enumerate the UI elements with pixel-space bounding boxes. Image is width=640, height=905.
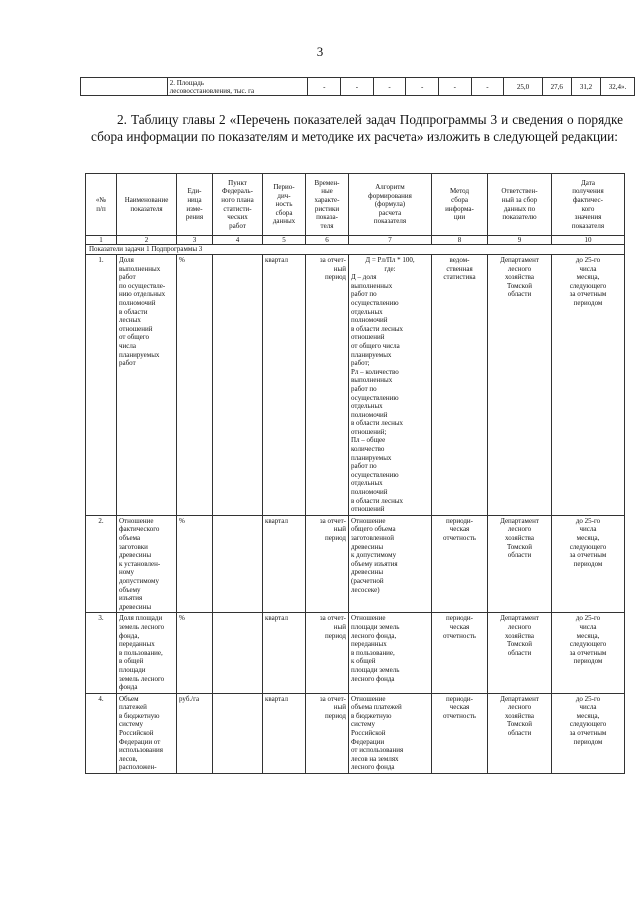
cell-line: общего объема bbox=[351, 525, 396, 534]
cell-line: древесины bbox=[351, 568, 384, 577]
cell-line: в общей bbox=[119, 657, 144, 666]
cell-line: лесного фонда, bbox=[351, 631, 397, 640]
cell-line: нию отдельных bbox=[119, 290, 166, 299]
cell-line: в области bbox=[119, 307, 148, 316]
cell-line: до 25-го bbox=[575, 614, 601, 623]
cell-line: кого bbox=[581, 204, 595, 213]
header-cell bbox=[213, 174, 263, 236]
cell-line: лесного bbox=[507, 264, 532, 273]
cell-line: ность bbox=[275, 200, 293, 209]
cell-line: объему изъятия bbox=[351, 559, 398, 568]
column-number: 4 bbox=[213, 236, 263, 245]
cell-line: использования bbox=[119, 746, 163, 755]
row-number: 3. bbox=[86, 613, 117, 693]
statistical-plan-item bbox=[213, 515, 263, 613]
cell-line: в бюджетную bbox=[351, 711, 392, 720]
cell-line: получения bbox=[572, 187, 604, 196]
cell-line: отдельных bbox=[351, 402, 383, 411]
cell-line: числа bbox=[579, 525, 597, 534]
cell-line: Перио- bbox=[273, 183, 295, 192]
cell-line: Доля bbox=[119, 256, 134, 264]
cell-line: отчетность bbox=[443, 711, 476, 720]
cell-line: переданных bbox=[119, 640, 155, 649]
cell-line: Федерации bbox=[351, 737, 385, 746]
top-cell: - bbox=[341, 78, 374, 96]
cell-line: работ по bbox=[351, 384, 377, 393]
cell-line: отчетность bbox=[443, 534, 476, 542]
cell-line: показателя bbox=[571, 221, 605, 230]
cell-line: Департамент bbox=[500, 694, 539, 703]
column-number: 8 bbox=[432, 236, 488, 245]
time-characteristic bbox=[306, 693, 349, 773]
cell-line: Ответствен- bbox=[501, 187, 538, 196]
cell-line: до 25-го bbox=[575, 516, 601, 525]
collection-period: квартал bbox=[263, 255, 306, 516]
cell-line: Томской bbox=[507, 281, 532, 290]
cell-line: планируемых bbox=[351, 350, 392, 359]
cell-line: в области лесных bbox=[351, 419, 404, 428]
cell-line: планируемых bbox=[351, 453, 392, 462]
collection-period: квартал bbox=[263, 693, 306, 773]
cell-line: ристики bbox=[314, 204, 340, 213]
cell-line: Наименование bbox=[124, 195, 169, 204]
cell-line: числа bbox=[579, 264, 597, 273]
cell-line: Томской bbox=[507, 720, 532, 729]
cell-line: за отчетным bbox=[569, 551, 607, 560]
cell-line: Российской bbox=[119, 729, 154, 738]
column-number: 9 bbox=[488, 236, 552, 245]
cell-line: Отношение bbox=[119, 516, 154, 525]
cell-line: Отношение bbox=[351, 694, 386, 703]
fact-value-date bbox=[552, 693, 625, 773]
cell-line: Томской bbox=[507, 640, 532, 649]
cell-line: Отношение bbox=[351, 516, 386, 525]
cell-line: следующего bbox=[569, 542, 607, 551]
cell-line: сбора bbox=[451, 195, 468, 204]
cell-line: площади земель bbox=[351, 622, 400, 631]
statistical-plan-item bbox=[213, 613, 263, 693]
calculation-algorithm bbox=[349, 255, 432, 516]
cell-line: за отчетным bbox=[569, 729, 607, 738]
cell-line: данных bbox=[272, 217, 296, 226]
cell-line: периодом bbox=[573, 657, 603, 666]
time-characteristic bbox=[306, 515, 349, 613]
header-cell bbox=[306, 174, 349, 236]
cell-line: области bbox=[507, 648, 532, 657]
cell-line: ный bbox=[333, 525, 346, 534]
cell-line: следующего bbox=[569, 720, 607, 729]
column-number: 5 bbox=[263, 236, 306, 245]
collection-method bbox=[432, 613, 488, 693]
header-cell bbox=[177, 174, 213, 236]
cell-line: Д – доля bbox=[351, 273, 377, 282]
top-cell: - bbox=[373, 78, 406, 96]
unit: % bbox=[177, 515, 213, 613]
formula-line: Д = Рл/Пл * 100, bbox=[365, 256, 415, 264]
cell-line: в пользование, bbox=[119, 648, 163, 657]
cell-line: Метод bbox=[449, 187, 470, 196]
time-characteristic bbox=[306, 613, 349, 693]
cell-line: осуществлению bbox=[351, 470, 399, 479]
section-row bbox=[86, 245, 625, 255]
top-cell: 27,6 bbox=[542, 78, 571, 96]
cell-line: работ bbox=[229, 221, 246, 230]
cell-line: отношений bbox=[351, 333, 385, 342]
cell-line: фактического bbox=[119, 525, 160, 534]
cell-line: информа- bbox=[445, 204, 474, 213]
cell-line: за отчет- bbox=[319, 516, 346, 525]
cell-line: за отчетным bbox=[569, 290, 607, 299]
cell-line: за отчет- bbox=[319, 694, 346, 703]
header-cell bbox=[488, 174, 552, 236]
cell-line: выполненных bbox=[351, 281, 393, 290]
cell-line: изме- bbox=[186, 204, 203, 213]
cell-line: объема платежей bbox=[351, 703, 402, 712]
cell-line: лесов, bbox=[119, 754, 138, 763]
cell-line: площади земель bbox=[351, 665, 400, 674]
cell-line: Доля площади bbox=[119, 614, 163, 623]
cell-line: числа bbox=[119, 341, 136, 350]
cell-line: следующего bbox=[569, 281, 607, 290]
cell-line: Алгоритм bbox=[375, 183, 405, 192]
cell-line: хозяйства bbox=[505, 273, 534, 282]
cell-line: Рл – количество bbox=[351, 367, 399, 376]
cell-line: (расчетной bbox=[351, 576, 384, 585]
cell-line: период bbox=[325, 711, 346, 720]
cell-line: от общего bbox=[119, 333, 149, 342]
cell-line: лесосеке) bbox=[351, 585, 380, 594]
cell-line: ственная bbox=[446, 264, 473, 273]
cell-line: от использования bbox=[351, 746, 404, 755]
responsible-party bbox=[488, 515, 552, 613]
cell-line: до 25-го bbox=[575, 694, 601, 703]
cell-line: площади bbox=[119, 665, 146, 674]
top-cell: - bbox=[406, 78, 439, 96]
fact-value-date bbox=[552, 255, 625, 516]
cell-line: расчета bbox=[378, 208, 402, 217]
calculation-algorithm bbox=[349, 693, 432, 773]
cell-line: выполненных bbox=[351, 376, 393, 385]
cell-line: заготовки bbox=[119, 542, 148, 551]
cell-line: полномочий bbox=[119, 298, 156, 307]
cell-line: за отчетным bbox=[569, 648, 607, 657]
cell-line: полномочий bbox=[351, 410, 388, 419]
cell-line: числа bbox=[579, 622, 597, 631]
top-cell: - bbox=[471, 78, 504, 96]
cell-line: месяца, bbox=[576, 711, 600, 720]
cell-line: планируемых bbox=[119, 350, 160, 359]
cell-line: Департамент bbox=[500, 256, 539, 264]
cell-line: периоди- bbox=[445, 614, 474, 623]
cell-line: земель лесного bbox=[119, 674, 165, 683]
cell-line: показателя bbox=[130, 204, 163, 213]
body-paragraph: 2. Таблицу главы 2 «Перечень показателей задач Подпрограммы 3 и сведения о порядке сбора информации по показателям и методике их расчета» изложить в следующей редакции: bbox=[91, 112, 623, 144]
statistical-plan-item bbox=[213, 255, 263, 516]
column-number: 10 bbox=[552, 236, 625, 245]
cell-line: фактичес- bbox=[573, 195, 603, 204]
header-cell bbox=[117, 174, 177, 236]
cell-line: период bbox=[325, 631, 346, 640]
cell-line: данных по bbox=[503, 204, 536, 213]
cell-line: теля bbox=[320, 221, 334, 230]
cell-line: периодом bbox=[573, 298, 603, 307]
cell-line: ный bbox=[333, 703, 346, 712]
statistical-plan-item bbox=[213, 693, 263, 773]
cell-line: Томской bbox=[507, 542, 532, 551]
table-body bbox=[86, 174, 625, 774]
cell-line: Отношение bbox=[351, 614, 386, 623]
cell-line: фонда bbox=[119, 683, 138, 692]
cell-line: Еди- bbox=[187, 187, 202, 196]
table-header-row bbox=[86, 174, 625, 236]
header-cell bbox=[263, 174, 306, 236]
column-number: 6 bbox=[306, 236, 349, 245]
top-cell: 25,0 bbox=[504, 78, 542, 96]
column-number: 2 bbox=[117, 236, 177, 245]
column-number: 3 bbox=[177, 236, 213, 245]
cell-line: в области лесных bbox=[351, 496, 404, 505]
collection-period: квартал bbox=[263, 515, 306, 613]
cell-line: работ bbox=[119, 273, 136, 282]
cell-line: ведом- bbox=[449, 256, 470, 264]
cell-line: числа bbox=[579, 703, 597, 712]
collection-method bbox=[432, 515, 488, 613]
cell-line: в области лесных bbox=[351, 324, 404, 333]
cell-line: ница bbox=[187, 195, 202, 204]
fact-value-date bbox=[552, 515, 625, 613]
cell-line: рения bbox=[185, 213, 204, 222]
collection-method bbox=[432, 693, 488, 773]
header-cell bbox=[432, 174, 488, 236]
responsible-party bbox=[488, 255, 552, 516]
collection-method bbox=[432, 255, 488, 516]
cell-line: полномочий bbox=[351, 488, 388, 497]
cell-line: лесного фонда bbox=[351, 763, 395, 772]
unit: % bbox=[177, 255, 213, 516]
table-row bbox=[86, 515, 625, 613]
cell-line: переданных bbox=[351, 640, 387, 649]
page-number: 3 bbox=[316, 44, 324, 59]
cell-line: области bbox=[507, 551, 532, 560]
section-title: Показатели задачи 1 Подпрограммы 3 bbox=[86, 245, 625, 255]
cell-line: хозяйства bbox=[505, 534, 534, 542]
cell-line: Пункт bbox=[228, 178, 247, 187]
cell-line: периодом bbox=[573, 559, 603, 568]
unit: % bbox=[177, 613, 213, 693]
fact-value-date bbox=[552, 613, 625, 693]
cell-line: период bbox=[325, 534, 346, 542]
cell-line: отношений bbox=[119, 324, 153, 333]
cell-line: к допустимому bbox=[351, 551, 397, 560]
cell-line: заготовленной bbox=[351, 534, 394, 542]
cell-line: работ по bbox=[351, 462, 377, 471]
cell-line: ный bbox=[333, 264, 346, 273]
calculation-algorithm bbox=[349, 515, 432, 613]
time-characteristic bbox=[306, 255, 349, 516]
cell-line: значения bbox=[574, 213, 602, 222]
table-row bbox=[86, 255, 625, 516]
cell-line: к общей bbox=[351, 657, 376, 666]
header-cell bbox=[552, 174, 625, 236]
column-number: 7 bbox=[349, 236, 432, 245]
cell-line: периоди- bbox=[445, 516, 474, 525]
cell-line: Времен- bbox=[314, 178, 340, 187]
row-number: 2. bbox=[86, 515, 117, 613]
top-cell: - bbox=[308, 78, 341, 96]
cell-line: Федераль- bbox=[222, 187, 253, 196]
responsible-party bbox=[488, 693, 552, 773]
cell-line: работ bbox=[119, 359, 136, 368]
cell-line: полномочий bbox=[351, 316, 388, 325]
cell-line: ные bbox=[321, 187, 333, 196]
top-cell: 32,4». bbox=[601, 78, 635, 96]
cell-line: платежей bbox=[119, 703, 147, 712]
calculation-algorithm bbox=[349, 613, 432, 693]
cell-line: показателю bbox=[502, 213, 537, 222]
cell-line: лесного фонда bbox=[351, 674, 395, 683]
cell-line: ческая bbox=[449, 622, 470, 631]
cell-line: Объем bbox=[119, 694, 139, 703]
header-cell bbox=[86, 174, 117, 236]
cell-line: изъятия bbox=[119, 594, 143, 603]
previous-table-tail bbox=[80, 77, 635, 96]
cell-line: отношений; bbox=[351, 427, 387, 436]
cell-line: Федерации от bbox=[119, 737, 161, 746]
cell-line: осуществлению bbox=[351, 393, 399, 402]
cell-line: отчетность bbox=[443, 631, 476, 640]
cell-line: области bbox=[507, 290, 532, 299]
cell-line: Дата bbox=[581, 178, 595, 187]
table-row bbox=[86, 613, 625, 693]
top-cell: 31,2 bbox=[571, 78, 600, 96]
cell-line: лесных bbox=[119, 316, 141, 325]
column-number-row bbox=[86, 236, 625, 245]
cell-line: месяца, bbox=[576, 631, 600, 640]
cell-line: Российской bbox=[351, 729, 386, 738]
column-number: 1 bbox=[86, 236, 117, 245]
top-row-label: 2. Площадь лесовосстановления, тыс. га bbox=[167, 78, 308, 96]
cell-line: показателя bbox=[373, 217, 407, 226]
cell-line: отдельных bbox=[351, 479, 383, 488]
cell-line: до 25-го bbox=[575, 256, 601, 264]
cell-line: ного плана bbox=[221, 195, 254, 204]
indicators-table bbox=[85, 173, 625, 774]
cell-line: в бюджетную bbox=[119, 711, 160, 720]
cell-line: систему bbox=[119, 720, 144, 729]
cell-line: дич- bbox=[277, 191, 291, 200]
indicator-name bbox=[117, 693, 177, 773]
cell-line: древесины bbox=[119, 602, 152, 611]
cell-line: ный за сбор bbox=[501, 195, 538, 204]
cell-line: показа- bbox=[316, 213, 338, 222]
cell-line: за отчет- bbox=[319, 256, 346, 264]
cell-line: ческая bbox=[449, 525, 470, 534]
row-number: 1. bbox=[86, 255, 117, 516]
cell-line: ческая bbox=[449, 703, 470, 712]
cell-line: периодом bbox=[573, 737, 603, 746]
cell-line: к установлен- bbox=[119, 559, 161, 568]
cell-line: п/п bbox=[96, 204, 106, 213]
cell-line: периоди- bbox=[445, 694, 474, 703]
cell-line: древесины bbox=[351, 542, 384, 551]
top-cell: - bbox=[439, 78, 472, 96]
cell-line: лесов на землях bbox=[351, 754, 399, 763]
empty-cell bbox=[81, 78, 168, 96]
cell-line: лесного bbox=[507, 525, 532, 534]
cell-line: Департамент bbox=[500, 614, 539, 623]
cell-line: сбора bbox=[275, 208, 293, 217]
cell-line: систему bbox=[351, 720, 376, 729]
cell-line: хозяйства bbox=[505, 711, 534, 720]
cell-line: (формула) bbox=[374, 200, 406, 209]
table-row bbox=[86, 693, 625, 773]
cell-line: ции bbox=[453, 213, 466, 222]
cell-line: допустимому bbox=[119, 576, 159, 585]
formula-line: где: bbox=[384, 264, 396, 273]
cell-line: области bbox=[507, 729, 532, 738]
cell-line: расположен- bbox=[119, 763, 157, 772]
cell-line: период bbox=[325, 273, 346, 282]
previous-table-row bbox=[81, 78, 635, 96]
cell-line: Департамент bbox=[500, 516, 539, 525]
cell-line: характе- bbox=[314, 195, 340, 204]
cell-line: количество bbox=[351, 445, 385, 454]
cell-line: статистика bbox=[443, 273, 476, 282]
indicator-name bbox=[117, 255, 177, 516]
cell-line: за отчет- bbox=[319, 614, 346, 623]
cell-line: осуществлению bbox=[351, 298, 399, 307]
cell-line: работ; bbox=[351, 359, 370, 368]
cell-line: хозяйства bbox=[505, 631, 534, 640]
cell-line: «№ bbox=[95, 195, 107, 204]
cell-line: объему bbox=[119, 585, 141, 594]
cell-line: в пользование, bbox=[351, 648, 395, 657]
cell-line: фонда, bbox=[119, 631, 140, 640]
cell-line: отдельных bbox=[351, 307, 383, 316]
cell-line: древесины bbox=[119, 551, 152, 560]
cell-line: ческих bbox=[227, 213, 248, 222]
unit: руб./га bbox=[177, 693, 213, 773]
cell-line: лесного bbox=[507, 703, 532, 712]
cell-line: выполненных bbox=[119, 264, 161, 273]
cell-line: формирования bbox=[368, 191, 412, 200]
cell-line: месяца, bbox=[576, 534, 600, 542]
cell-line: объема bbox=[119, 534, 141, 542]
row-number: 4. bbox=[86, 693, 117, 773]
cell-line: следующего bbox=[569, 640, 607, 649]
indicator-name bbox=[117, 613, 177, 693]
collection-period: квартал bbox=[263, 613, 306, 693]
indicator-name bbox=[117, 515, 177, 613]
cell-line: отношений bbox=[351, 505, 385, 514]
cell-line: лесного bbox=[507, 622, 532, 631]
header-cell bbox=[349, 174, 432, 236]
cell-line: работ по bbox=[351, 290, 377, 299]
responsible-party bbox=[488, 613, 552, 693]
cell-line: по осуществле- bbox=[119, 281, 166, 290]
cell-line: ному bbox=[119, 568, 135, 577]
cell-line: ный bbox=[333, 622, 346, 631]
cell-line: Пл – общее bbox=[351, 436, 386, 445]
cell-line: земель лесного bbox=[119, 622, 165, 631]
cell-line: от общего числа bbox=[351, 341, 400, 350]
cell-line: месяца, bbox=[576, 273, 600, 282]
cell-line: статисти- bbox=[223, 204, 252, 213]
